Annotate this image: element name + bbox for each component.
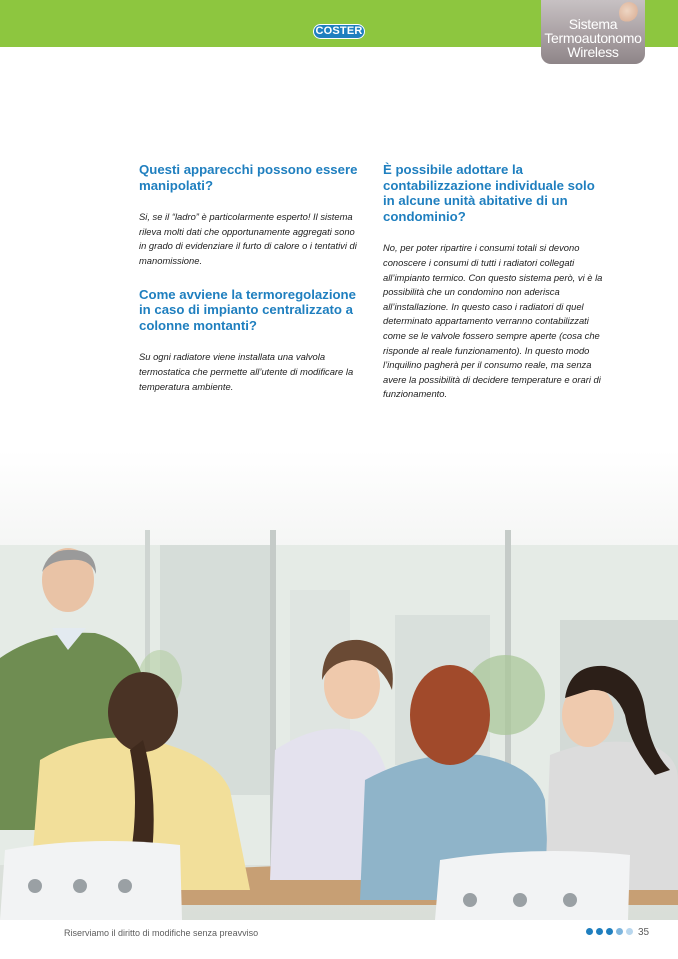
chair-left [0,841,182,920]
chair-hole [513,893,527,907]
page-dot [586,928,593,935]
woman-red-hair [410,665,490,765]
page-number: 35 [638,927,650,938]
chair-hole [563,893,577,907]
page-dot [616,928,623,935]
question-2-title: Come avviene la termoregolazione in caso di impianto centralizzato a colonne montanti? [139,286,356,333]
badge-line-2: Termoautonomo [544,30,642,46]
chair-hole [73,879,87,893]
product-badge [541,0,645,64]
page-dots [586,928,633,935]
answer-3-text: No, per poter ripartire i consumi totali si devono conoscere i consumi di tutti i radiatori collegati all’impianto termico. Con questo sistema però, vi è la possibilità che un condomino non aderisca all’installazione. In questo caso i radiatori di quel determinato appartamento verranno contabilizzati come se le valvole fossero sempre aperte (cosa che risponde al reale funzionamento). In questo modo l’inquilino pagherà per il consumo reale, ma senza avere la possibilità di decidere temperature e orari di funzionamento. [383,242,603,400]
footer-disclaimer: Riserviamo il diritto di modifiche senza preavviso [64,928,259,938]
page-dot [626,928,633,935]
badge-line-1: Sistema [568,16,618,32]
coster-logo: COSTER [313,24,365,39]
question-3-title: È possibile adottare la contabilizzazione individuale solo in alcune unità abitative di un condominio? [383,162,595,224]
badge-line-3: Wireless [567,44,619,60]
right-column [383,162,608,402]
answer-2-text: Su ogni radiatore viene installata una valvola termostatica che permette all’utente di modificare la temperatura ambiente. [139,351,354,392]
office-meeting-photo [0,450,678,920]
chair-hole [118,879,132,893]
chair-right [435,851,630,920]
page-dot [596,928,603,935]
page-dot [606,928,613,935]
left-column [139,162,364,394]
answer-1-text: Si, se il “ladro” è particolarmente esperto! Il sistema rileva molti dati che opportunamente aggregati sono in grado di evidenziare il furto di calore o i tentativi di manomissione. [139,211,357,266]
meeting-illustration [0,450,678,920]
chair-hole [28,879,42,893]
question-1-title: Questi apparecchi possono essere manipolati? [139,162,358,193]
chair-hole [463,893,477,907]
